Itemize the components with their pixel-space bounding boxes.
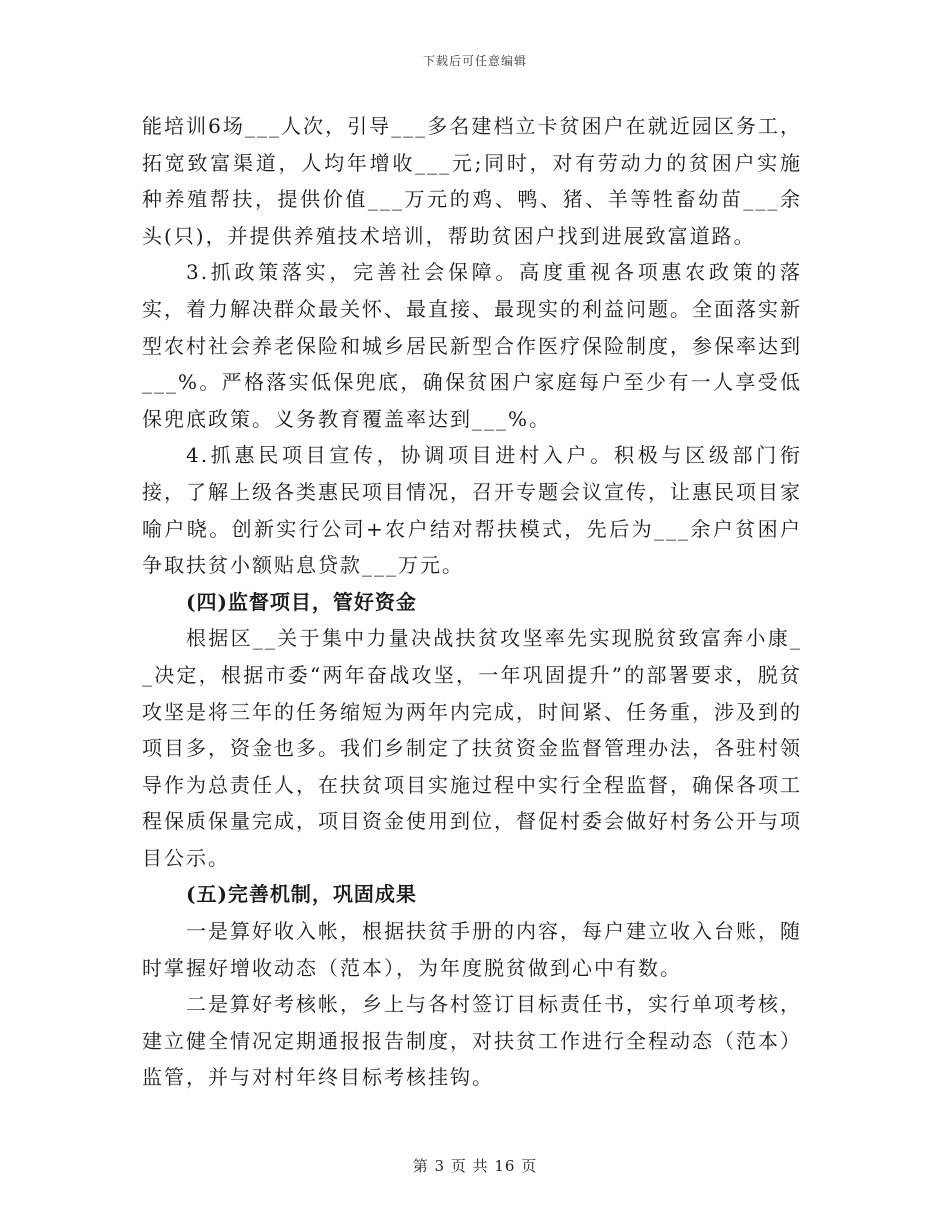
section-heading-5: (五)完善机制，巩固成果 — [186, 882, 417, 907]
body-paragraph-1: 能培训6场___人次，引导___多名建档立卡贫困户在就近园区务工，拓宽致富渠道，人均年增收___元;同时，对有劳动力的贫困户实施种养殖帮扶，提供价值___万元的鸡、鸭、猪、羊等牲畜幼苗___余头(只)，并提供养殖技术培训，帮助贫困户找到进展致富道路。 — [142, 114, 802, 248]
page-number: 第 3 页 共 16 页 — [412, 1157, 538, 1175]
body-paragraph-2: 3.抓政策落实，完善社会保障。高度重视各项惠农政策的落实，着力解决群众最关怀、最直接、最现实的利益问题。全面落实新型农村社会养老保险和城乡居民新型合作医疗保险制度，参保率达到___%。严格落实低保兜底，确保贫困户家庭每户至少有一人享受低保兜底政策。义务教育覆盖率达到___%。 — [142, 260, 802, 431]
body-paragraph-6: 二是算好考核帐，乡上与各村签订目标责任书，实行单项考核，建立健全情况定期通报报告制度，对扶贫工作进行全程动态（范本）监管，并与对村年终目标考核挂钩。 — [142, 992, 802, 1090]
body-paragraph-5: 一是算好收入帐，根据扶贫手册的内容，每户建立收入台账，随时掌握好增收动态（范本），为年度脱贫做到心中有数。 — [142, 919, 802, 980]
page-header: 下载后可任意编辑 — [422, 54, 527, 68]
document-body — [142, 108, 802, 1096]
body-paragraph-3: 4.抓惠民项目宣传，协调项目进村入户。积极与区级部门衔接，了解上级各类惠民项目情况，召开专题会议宣传，让惠民项目家喻户晓。创新实行公司+农户结对帮扶模式，先后为___余户贫困户争取扶贫小额贴息贷款___万元。 — [142, 443, 802, 578]
section-heading-4: (四)监督项目，管好资金 — [186, 589, 417, 614]
body-paragraph-4: 根据区__关于集中力量决战扶贫攻坚率先实现脱贫致富奔小康__决定，根据市委“两年奋战攻坚，一年巩固提升”的部署要求，脱贫攻坚是将三年的任务缩短为两年内完成，时间紧、任务重，涉及到的项目多，资金也多。我们乡制定了扶贫资金监督管理办法，各驻村领导作为总责任人，在扶贫项目实施过程中实行全程监督，确保各项工程保质保量完成，项目资金使用到位，督促村委会做好村务公开与项目公示。 — [142, 626, 802, 870]
